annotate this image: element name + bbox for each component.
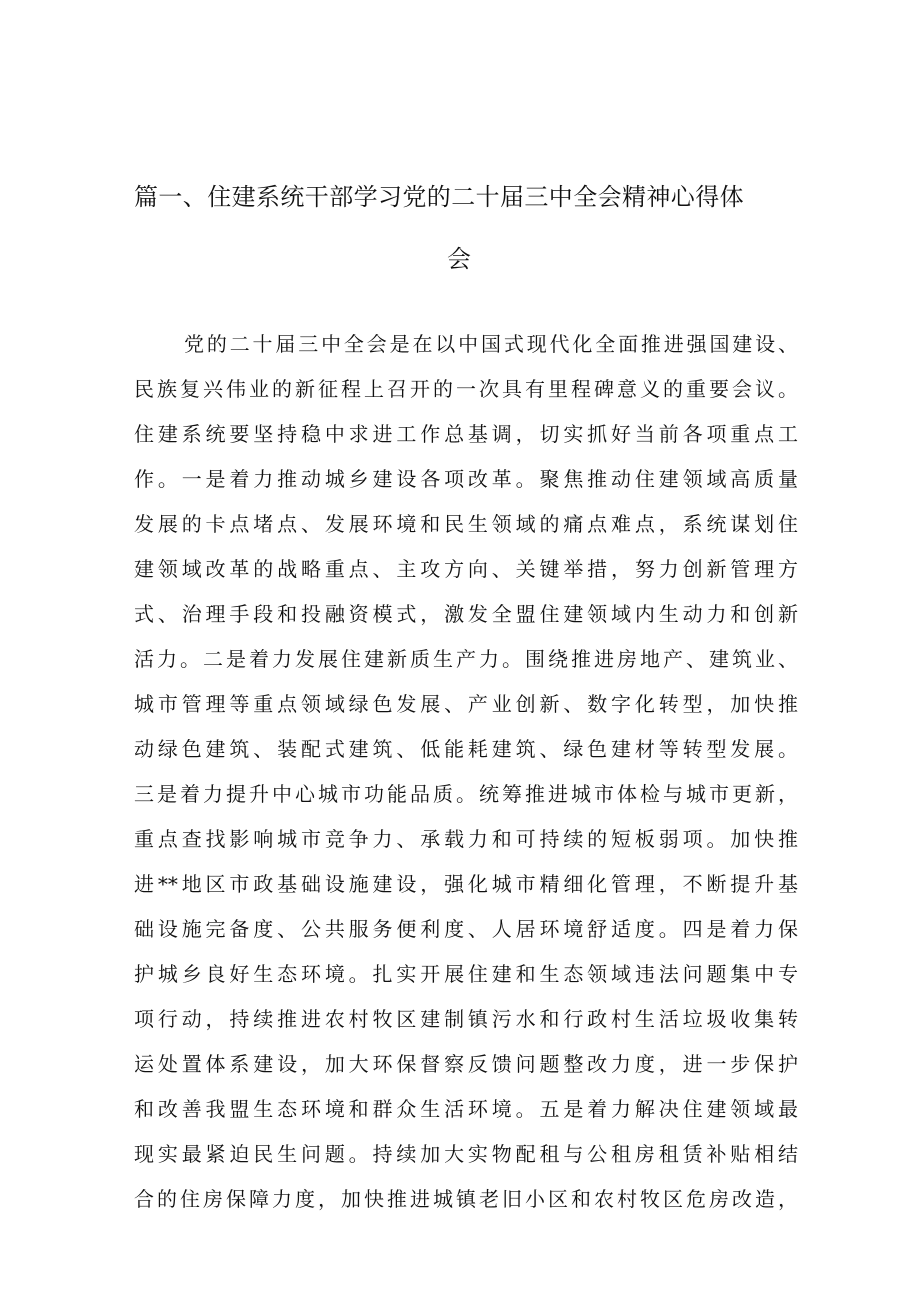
document-title [134, 166, 774, 290]
paragraph-line: 式、治理手段和投融资模式，激发全盟住建领域内生动力和创新 [134, 602, 798, 626]
paragraph-line: 和改善我盟生态环境和群众生活环境。五是着力解决住建领域最 [134, 1097, 798, 1121]
paragraph-line: 发展的卡点堵点、发展环境和民生领域的痛点难点，系统谋划住 [134, 512, 798, 536]
paragraph-line: 住建系统要坚持稳中求进工作总基调，切实抓好当前各项重点工 [134, 422, 798, 446]
paragraph-line: 础设施完备度、公共服务便利度、人居环境舒适度。四是着力保 [134, 917, 798, 941]
body-paragraph [134, 322, 798, 1222]
paragraph-line: 建领域改革的战略重点、主攻方向、关键举措，努力创新管理方 [134, 557, 798, 581]
title-line-1: 篇一、住建系统干部学习党的二十届三中全会精神心得体 [134, 183, 744, 211]
title-line-2: 会 [447, 245, 472, 273]
paragraph-line: 合的住房保障力度，加快推进城镇老旧小区和农村牧区危房改造， [134, 1187, 798, 1211]
paragraph-line: 现实最紧迫民生问题。持续加大实物配租与公租房租赁补贴相结 [134, 1142, 798, 1166]
paragraph-line: 进**地区市政基础设施建设，强化城市精细化管理，不断提升基 [134, 872, 798, 896]
paragraph-line: 作。一是着力推动城乡建设各项改革。聚焦推动住建领域高质量 [134, 467, 798, 491]
paragraph-line: 城市管理等重点领域绿色发展、产业创新、数字化转型，加快推 [134, 692, 798, 716]
paragraph-line: 活力。二是着力发展住建新质生产力。围绕推进房地产、建筑业、 [134, 647, 798, 671]
paragraph-line: 动绿色建筑、装配式建筑、低能耗建筑、绿色建材等转型发展。 [134, 737, 798, 761]
paragraph-line: 项行动，持续推进农村牧区建制镇污水和行政村生活垃圾收集转 [134, 1007, 798, 1031]
paragraph-line: 三是着力提升中心城市功能品质。统筹推进城市体检与城市更新， [134, 782, 798, 806]
paragraph-line: 重点查找影响城市竞争力、承载力和可持续的短板弱项。加快推 [134, 827, 798, 851]
paragraph-line: 护城乡良好生态环境。扎实开展住建和生态领域违法问题集中专 [134, 962, 798, 986]
paragraph-line: 运处置体系建设，加大环保督察反馈问题整改力度，进一步保护 [134, 1052, 798, 1076]
paragraph-line: 党的二十届三中全会是在以中国式现代化全面推进强国建设、 [184, 332, 798, 356]
paragraph-line: 民族复兴伟业的新征程上召开的一次具有里程碑意义的重要会议。 [134, 377, 798, 401]
